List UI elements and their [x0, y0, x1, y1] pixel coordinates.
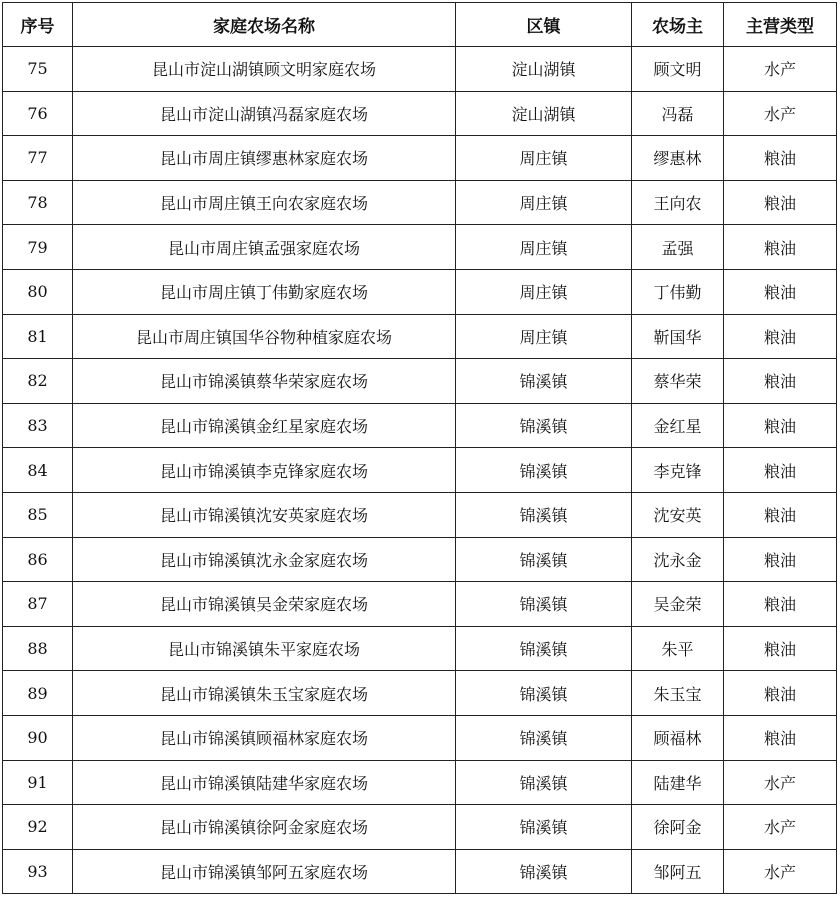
cell-farm-name: 昆山市锦溪镇李克锋家庭农场 [73, 448, 456, 493]
cell-serial-number: 81 [3, 314, 73, 359]
table-row [3, 715, 837, 760]
cell-town: 锦溪镇 [456, 403, 632, 448]
cell-main-business-type: 水产 [724, 805, 837, 850]
cell-serial-number: 90 [3, 715, 73, 760]
table-row [3, 448, 837, 493]
cell-serial-number: 88 [3, 626, 73, 671]
table-row [3, 537, 837, 582]
cell-farm-name: 昆山市锦溪镇邹阿五家庭农场 [73, 849, 456, 894]
cell-farm-name: 昆山市锦溪镇陆建华家庭农场 [73, 760, 456, 805]
table-row [3, 760, 837, 805]
cell-town: 锦溪镇 [456, 760, 632, 805]
cell-farm-name: 昆山市锦溪镇吴金荣家庭农场 [73, 582, 456, 627]
cell-farm-owner: 顾文明 [632, 47, 724, 92]
header-farm-name: 家庭农场名称 [73, 3, 456, 47]
cell-town: 锦溪镇 [456, 359, 632, 404]
table-row [3, 492, 837, 537]
cell-farm-owner: 陆建华 [632, 760, 724, 805]
cell-serial-number: 86 [3, 537, 73, 582]
cell-town: 锦溪镇 [456, 582, 632, 627]
table-row [3, 47, 837, 92]
cell-serial-number: 78 [3, 180, 73, 225]
cell-serial-number: 75 [3, 47, 73, 92]
cell-main-business-type: 粮油 [724, 537, 837, 582]
header-town: 区镇 [456, 3, 632, 47]
cell-farm-name: 昆山市锦溪镇沈安英家庭农场 [73, 492, 456, 537]
cell-farm-name: 昆山市淀山湖镇冯磊家庭农场 [73, 91, 456, 136]
cell-farm-owner: 缪惠林 [632, 136, 724, 181]
cell-farm-owner: 顾福林 [632, 715, 724, 760]
cell-main-business-type: 粮油 [724, 671, 837, 716]
cell-serial-number: 92 [3, 805, 73, 850]
table-body [3, 47, 837, 894]
cell-farm-owner: 孟强 [632, 225, 724, 270]
header-serial-number: 序号 [3, 3, 73, 47]
table-row [3, 626, 837, 671]
cell-farm-name: 昆山市周庄镇缪惠林家庭农场 [73, 136, 456, 181]
cell-town: 锦溪镇 [456, 715, 632, 760]
cell-town: 周庄镇 [456, 269, 632, 314]
cell-main-business-type: 水产 [724, 760, 837, 805]
cell-main-business-type: 水产 [724, 91, 837, 136]
cell-main-business-type: 水产 [724, 47, 837, 92]
cell-farm-name: 昆山市锦溪镇徐阿金家庭农场 [73, 805, 456, 850]
cell-town: 锦溪镇 [456, 671, 632, 716]
cell-main-business-type: 粮油 [724, 136, 837, 181]
cell-main-business-type: 粮油 [724, 448, 837, 493]
cell-town: 锦溪镇 [456, 626, 632, 671]
cell-town: 锦溪镇 [456, 537, 632, 582]
cell-town: 锦溪镇 [456, 492, 632, 537]
cell-farm-name: 昆山市锦溪镇金红星家庭农场 [73, 403, 456, 448]
table-row [3, 849, 837, 894]
cell-farm-name: 昆山市锦溪镇朱玉宝家庭农场 [73, 671, 456, 716]
cell-main-business-type: 粮油 [724, 269, 837, 314]
cell-town: 周庄镇 [456, 314, 632, 359]
table-row [3, 359, 837, 404]
cell-farm-name: 昆山市周庄镇丁伟勤家庭农场 [73, 269, 456, 314]
cell-farm-name: 昆山市周庄镇王向农家庭农场 [73, 180, 456, 225]
cell-town: 锦溪镇 [456, 805, 632, 850]
cell-farm-name: 昆山市周庄镇孟强家庭农场 [73, 225, 456, 270]
cell-town: 周庄镇 [456, 136, 632, 181]
cell-serial-number: 77 [3, 136, 73, 181]
cell-town: 淀山湖镇 [456, 47, 632, 92]
cell-serial-number: 85 [3, 492, 73, 537]
cell-serial-number: 84 [3, 448, 73, 493]
cell-serial-number: 87 [3, 582, 73, 627]
cell-farm-owner: 丁伟勤 [632, 269, 724, 314]
table-row [3, 269, 837, 314]
cell-farm-name: 昆山市锦溪镇朱平家庭农场 [73, 626, 456, 671]
cell-farm-owner: 靳国华 [632, 314, 724, 359]
table-row [3, 582, 837, 627]
cell-farm-owner: 李克锋 [632, 448, 724, 493]
header-farm-owner: 农场主 [632, 3, 724, 47]
table-row [3, 805, 837, 850]
cell-main-business-type: 粮油 [724, 715, 837, 760]
cell-farm-owner: 冯磊 [632, 91, 724, 136]
cell-farm-owner: 邹阿五 [632, 849, 724, 894]
cell-serial-number: 79 [3, 225, 73, 270]
cell-serial-number: 89 [3, 671, 73, 716]
cell-farm-owner: 王向农 [632, 180, 724, 225]
cell-serial-number: 93 [3, 849, 73, 894]
cell-farm-owner: 沈永金 [632, 537, 724, 582]
cell-main-business-type: 粮油 [724, 492, 837, 537]
cell-farm-name: 昆山市锦溪镇顾福林家庭农场 [73, 715, 456, 760]
cell-serial-number: 76 [3, 91, 73, 136]
cell-main-business-type: 粮油 [724, 225, 837, 270]
cell-main-business-type: 粮油 [724, 582, 837, 627]
cell-main-business-type: 粮油 [724, 403, 837, 448]
cell-town: 锦溪镇 [456, 448, 632, 493]
cell-farm-owner: 徐阿金 [632, 805, 724, 850]
family-farm-table [2, 2, 837, 894]
cell-farm-name: 昆山市周庄镇国华谷物种植家庭农场 [73, 314, 456, 359]
cell-main-business-type: 粮油 [724, 626, 837, 671]
cell-main-business-type: 粮油 [724, 359, 837, 404]
cell-town: 周庄镇 [456, 225, 632, 270]
table-row [3, 314, 837, 359]
cell-farm-owner: 朱平 [632, 626, 724, 671]
header-main-business-type: 主营类型 [724, 3, 837, 47]
header-row [3, 3, 837, 47]
cell-farm-name: 昆山市锦溪镇沈永金家庭农场 [73, 537, 456, 582]
cell-farm-owner: 蔡华荣 [632, 359, 724, 404]
cell-town: 淀山湖镇 [456, 91, 632, 136]
cell-main-business-type: 粮油 [724, 314, 837, 359]
table-row [3, 180, 837, 225]
cell-farm-owner: 沈安英 [632, 492, 724, 537]
cell-serial-number: 91 [3, 760, 73, 805]
cell-serial-number: 83 [3, 403, 73, 448]
cell-farm-name: 昆山市淀山湖镇顾文明家庭农场 [73, 47, 456, 92]
cell-main-business-type: 粮油 [724, 180, 837, 225]
table-row [3, 225, 837, 270]
cell-farm-name: 昆山市锦溪镇蔡华荣家庭农场 [73, 359, 456, 404]
cell-main-business-type: 水产 [724, 849, 837, 894]
cell-farm-owner: 吴金荣 [632, 582, 724, 627]
table-row [3, 91, 837, 136]
table-row [3, 403, 837, 448]
cell-farm-owner: 朱玉宝 [632, 671, 724, 716]
table-row [3, 671, 837, 716]
cell-farm-owner: 金红星 [632, 403, 724, 448]
cell-serial-number: 80 [3, 269, 73, 314]
cell-serial-number: 82 [3, 359, 73, 404]
table-row [3, 136, 837, 181]
cell-town: 锦溪镇 [456, 849, 632, 894]
cell-town: 周庄镇 [456, 180, 632, 225]
